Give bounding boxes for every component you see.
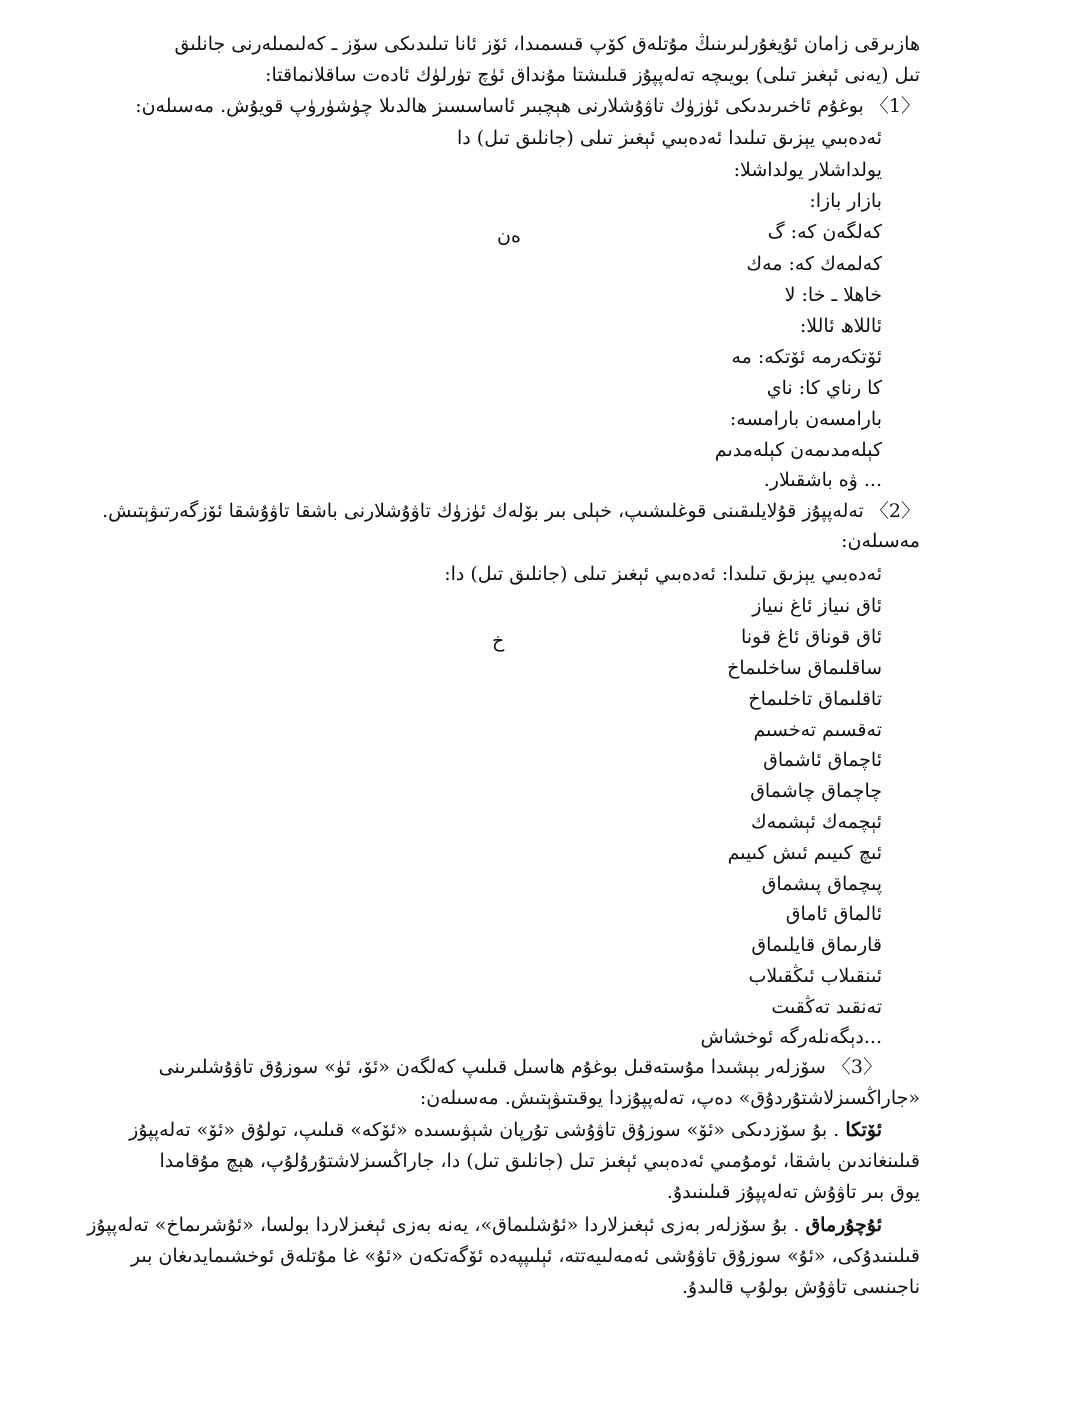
para-utka-line-2: قىلىنغاندىن باشقا، ئومۇمىي ئەدەبىي ئېغىز تىل (جانلىق تىل) دا، جاراڭسىزلاشتۇرۇلۇپ، ھېچ مۇقامدا [159,1150,920,1172]
example-line: تەقسىم تەخسىم [753,719,882,741]
example-line: ئاللاھ ئاللا: [799,315,882,337]
example-line: ... ۋە باشقىلار. [763,469,882,491]
term-uchurmaq: ئۇچۇرماق [805,1214,882,1236]
point-2-header: ئەدەبىي يېزىق تىلىدا: ئەدەبىي ئېغىز تىلى (جانلىق تىل) دا: [444,563,882,585]
example-line: تەنقىد تەڭقىت [771,996,882,1018]
example-line: ئىنقىلاب ئىڭقىلاب [748,965,882,987]
point-2-text-2: مەسىلەن: [841,530,920,552]
example-line: كەلگەن كە: گ [767,221,882,243]
example-line: خاھلا ـ خا: لا [784,284,882,306]
example-line: كېلەمدىمەن كېلەمدىم [714,439,882,461]
example-line: ساقلىماق ساخلىماخ [727,657,882,679]
para-uchurmaq-line-2: قىلىنىدۇكى، «ئۇ» سوزۇق تاۋۇشى ئەمەلىيەتتە، ئېلىپپەدە ئۆگەتكەن «ئۇ» غا مۇتلەق ئوخشىمايدىغان بىر [130,1245,920,1267]
example-line: ئۆتكەرمە ئۆتكە: مە [731,346,882,368]
point-3-line-2: «جاراڭسىزلاشتۇردۇق» دەپ، تەلەپپۇزدا يوقىتىۋېتىش. مەسىلەن: [419,1087,920,1109]
example-line: ئىچ كىيىم ئىش كىيىم [727,842,882,864]
intro-line-1: هازىرقى زامان ئۇيغۇرلىرىنىڭ مۇتلەق كۆپ قىسمىدا، ئۆز ئانا تىلىدىكى سۆز ـ كەلىمىلەرنى جانلىق [174,33,920,55]
para-utka-line-1 [129,1116,882,1144]
example-line: بارامسەن بارامسە: [729,408,882,430]
stray-glyph: خ [492,630,505,652]
example-line: كا رناي كا: ناي [766,377,882,399]
example-line: پىچماق پىشماق [761,873,882,895]
example-line: قارىماق قايلىماق [751,934,882,956]
example-line: ئېچمەك ئېشمەك [751,811,882,833]
example-line: ئاچماق ئاشماق [763,749,882,771]
stray-glyph: ەن [497,225,521,247]
example-line: كەلمەك كە: مەك [746,253,882,275]
example-line: چاچماق چاشماق [750,780,882,802]
example-line: ئاق نىياز ئاغ نىياز [752,595,882,617]
example-line: بازار بازا: [809,190,882,212]
para-uchurmaq-text: . بۇ سۆزلەر بەزى ئېغىزلاردا «ئۇشلىماق»، يەنە بەزى ئېغىزلاردا بولسا، «ئۇشرىماخ» تەلەپپۇز [87,1214,806,1236]
example-line: تاقلىماق تاخلىماخ [748,688,882,710]
point-2-text: 〈2〉 تەلەپپۇز قۇلايلىقىنى قوغلىشىپ، خېلى بىر بۆلەك ئۈزۈك تاۋۇشلارنى باشقا تاۋۇشقا ئۆزگەرتىۋېتىش. [102,500,920,522]
example-line: ئالماق ئاماق [785,903,882,925]
para-uchurmaq-line-3: ناجىنسى تاۋۇش بولۇپ قالىدۇ. [682,1276,920,1298]
point-1-header: ئەدەبىي يېزىق تىلىدا ئەدەبىي ئېغىز تىلى (جانلىق تىل) دا [457,127,882,149]
example-line: ...دېگەنلەرگە ئوخشاش [700,1026,882,1048]
intro-line-2: تىل (يەنى ئېغىز تىلى) بويىچە تەلەپپۇز قىلىشتا مۇنداق ئۈچ تۈرلۈك ئادەت ساقلانماقتا: [265,64,920,86]
example-line: ئاق قوناق ئاغ قونا [740,626,882,648]
point-1-text: 〈1〉 بوغۇم ئاخىرىدىكى ئۈزۈك تاۋۇشلارنى ھېچبىر ئاساسسىز ھالدىلا چۈشۈرۈپ قويۇش. مەسىلەن: [135,95,920,117]
para-uchurmaq-line-1 [87,1211,882,1239]
para-utka-text: . بۇ سۆزدىكى «ئۆ» سوزۇق تاۋۇشى تۇرپان شېۋىسىدە «ئۆكە» قىلىپ، تولۇق «ئۆ» تەلەپپۇز [129,1119,846,1141]
point-3-line-1: 〈3〉 سۆزلەر بېشىدا مۇستەقىل بوغۇم ھاسىل قىلىپ كەلگەن «ئۆ، ئۈ» سوزۇق تاۋۇشلىرىنى [158,1056,882,1078]
term-utka: ئۆتكا [845,1119,882,1141]
example-line: يولداشلار يولداشلا: [733,159,882,181]
para-utka-line-3: يوق بىر تاۋۇش تەلەپپۇز قىلىنىدۇ. [666,1181,920,1203]
